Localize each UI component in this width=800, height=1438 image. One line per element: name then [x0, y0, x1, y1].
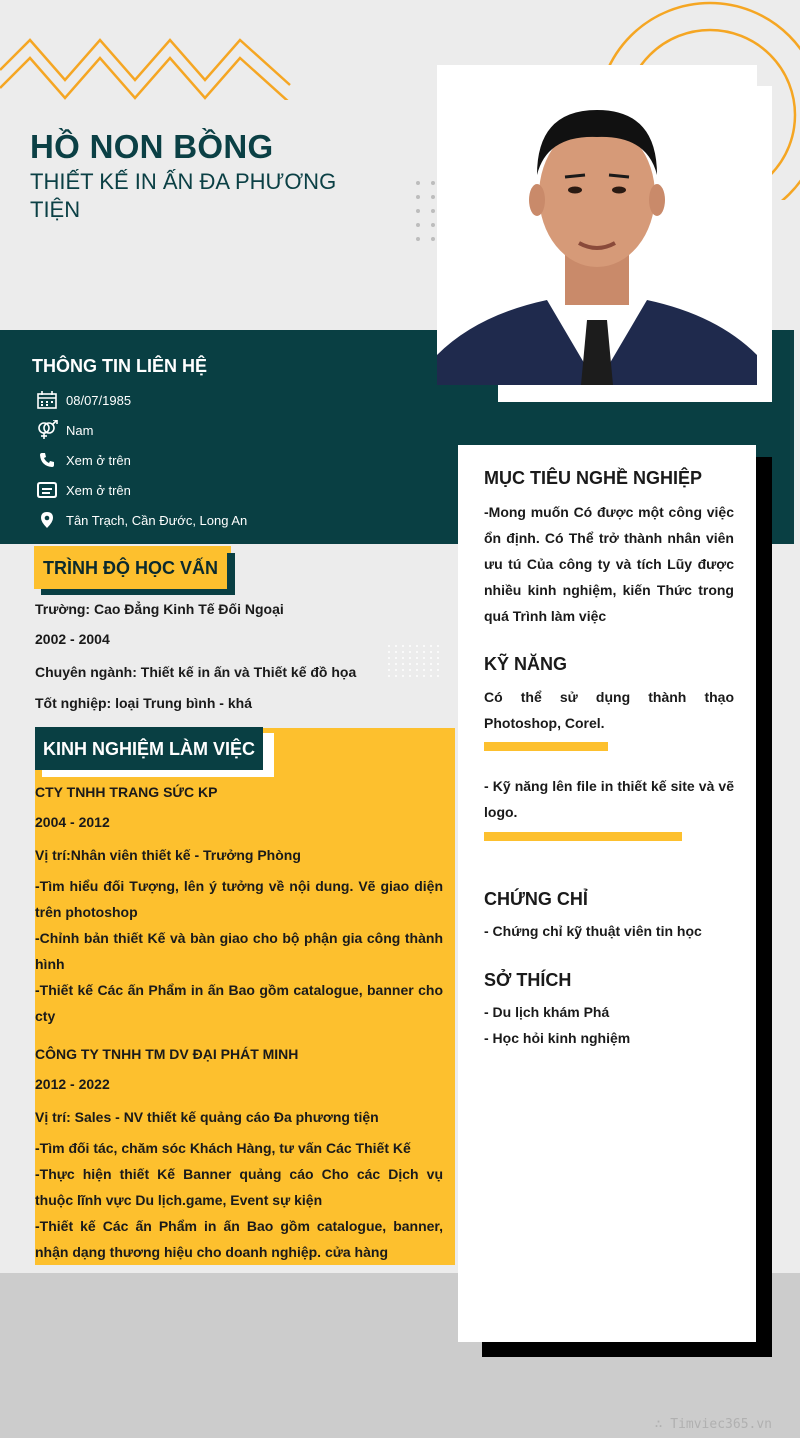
- contact-text: Tân Trạch, Cần Đước, Long An: [66, 512, 248, 528]
- job-position: Vị trí:Nhân viên thiết kế - Trưởng Phòng: [35, 847, 301, 863]
- zigzag-decoration: [0, 30, 300, 100]
- contact-text: Nam: [66, 422, 94, 438]
- contact-text: Xem ở trên: [66, 482, 131, 498]
- job-company: CTY TNHH TRANG SỨC KP: [35, 784, 218, 800]
- hobbies-title: SỞ THÍCH: [484, 970, 572, 990]
- small-dot-grid-decoration: [388, 645, 440, 677]
- candidate-name: HỒ NON BỒNG: [30, 128, 274, 165]
- contact-address: [36, 509, 247, 531]
- contact-phone: [36, 449, 131, 471]
- watermark-text: Timviec365.vn: [670, 1417, 772, 1432]
- contact-text: Xem ở trên: [66, 452, 131, 468]
- job-period: 2012 - 2022: [35, 1076, 110, 1092]
- contact-birthdate: [36, 389, 131, 411]
- skills-title: KỸ NĂNG: [484, 654, 568, 674]
- calendar-icon: [36, 390, 58, 410]
- hobby-item: - Học hỏi kinh nghiệm: [484, 1030, 631, 1046]
- education-school: Trường: Cao Đẳng Kinh Tế Đối Ngoại: [35, 601, 284, 617]
- job-title: THIẾT KẾ IN ẤN ĐA PHƯƠNG TIỆN: [30, 169, 337, 222]
- contact-email: [36, 479, 131, 501]
- job-position: Vị trí: Sales - NV thiết kế quảng cáo Đa phương tiện: [35, 1109, 379, 1125]
- skill-level-bar: [484, 742, 608, 751]
- job-period: 2004 - 2012: [35, 814, 110, 830]
- contact-text: 08/07/1985: [66, 392, 132, 408]
- watermark: ∴ Timviec365.vn: [654, 1417, 772, 1432]
- email-icon: [36, 480, 58, 500]
- hobby-item: - Du lịch khám Phá: [484, 1004, 610, 1020]
- skill-item: - Kỹ năng lên file in thiết kế site và vẽ logo.: [484, 778, 734, 820]
- gender-icon: [36, 420, 58, 440]
- education-major: Chuyên ngành: Thiết kế in ấn và Thiết kế đồ họa: [35, 664, 357, 680]
- phone-icon: [36, 450, 58, 470]
- certificates-title: CHỨNG CHỈ: [484, 889, 588, 909]
- certificate-item: - Chứng chỉ kỹ thuật viên tin học: [484, 923, 702, 939]
- job-duties: -Tìm hiểu đối Tượng, lên ý tưởng về nội dung. Vẽ giao diện trên photoshop -Chỉnh bản thiết Kế và bàn giao cho bộ phận gia công thành hình -Thiết kế Các ấn Phẩm in ấn Bao gồm catalogue, banner cho cty: [35, 878, 443, 1024]
- job-duties: -Tìm đối tác, chăm sóc Khách Hàng, tư vấn Các Thiết Kế -Thực hiện thiết Kế Banner quảng cáo Cho các Dịch vụ thuộc lĩnh vực Du lịch.game, Event sự kiện -Thiết kế Các ấn Phẩm in ấn Bao gồm catalogue, banner, nhận dạng thương hiệu cho doanh nghiệp. cửa hàng: [35, 1140, 443, 1260]
- job-company: CÔNG TY TNHH TM DV ĐẠI PHÁT MINH: [35, 1046, 299, 1062]
- skill-level-bar: [484, 832, 682, 841]
- education-grade: Tốt nghiệp: loại Trung bình - khá: [35, 695, 252, 711]
- contact-title: THÔNG TIN LIÊN HỆ: [32, 356, 207, 376]
- education-title: TRÌNH ĐỘ HỌC VẤN: [34, 548, 227, 589]
- skill-item: Có thể sử dụng thành thạo Photoshop, Corel.: [484, 689, 734, 731]
- contact-gender: [36, 419, 93, 441]
- objective-text: -Mong muốn Có được một công việc ổn định. Có Thể trở thành nhân viên ưu tú Của công ty và tích Lũy được nhiều kinh nghiệm, kiến Thức trong quá Trình làm việc: [484, 504, 734, 624]
- location-pin-icon: [36, 510, 58, 530]
- profile-photo: [437, 65, 757, 385]
- experience-title: KINH NGHIỆM LÀM VIỆC: [35, 727, 263, 770]
- objective-title: MỤC TIÊU NGHỀ NGHIỆP: [484, 468, 703, 488]
- education-period: 2002 - 2004: [35, 631, 110, 647]
